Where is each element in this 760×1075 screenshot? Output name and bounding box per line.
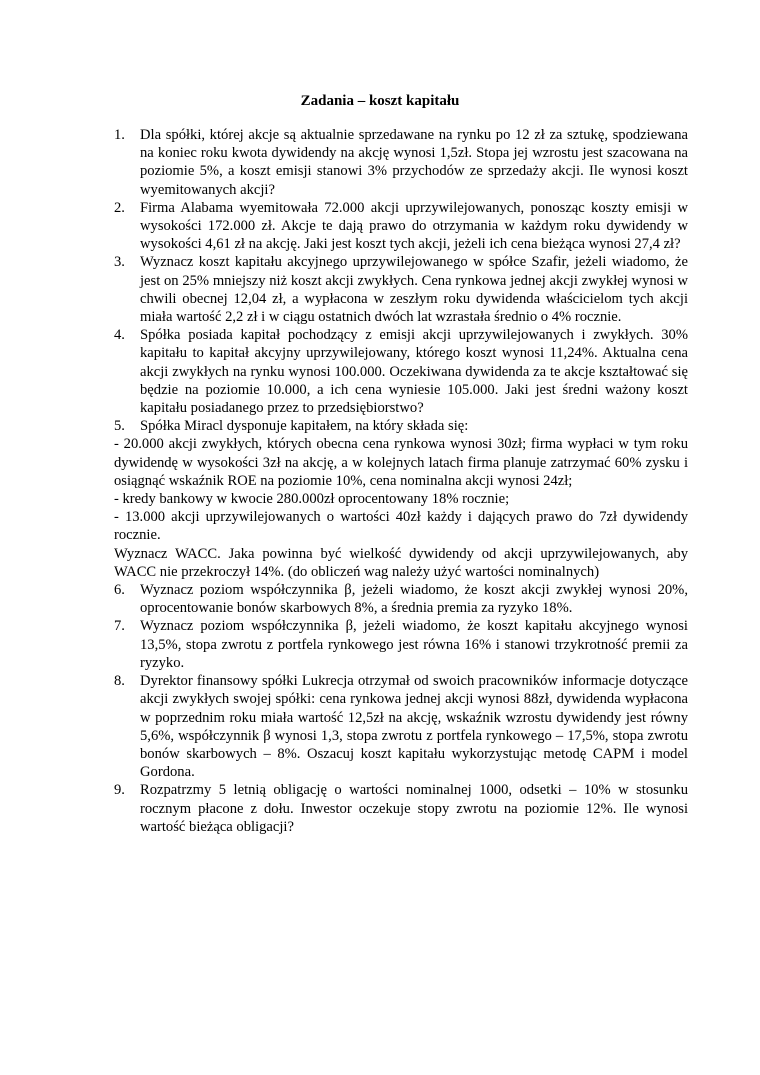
task-list bbox=[114, 126, 688, 836]
task5-question: Wyznacz WACC. Jaka powinna być wielkość dywidendy od akcji uprzywilejowanych, aby WACC nie przekroczył 14%. (do obliczeń wag należy użyć wartości nominalnych) bbox=[114, 545, 688, 580]
task-text: Dla spółki, której akcje są aktualnie sprzedawane na rynku po 12 zł za sztukę, spodziewana na koniec roku kwota dywidendy na akcję wynosi 1,5zł. Stopa jej wzrostu jest szacowana na poziomie 5%, a koszt emisji stanowi 3% przychodów ze sprzedaży akcji. Ile wynosi koszt wyemitowanych akcji? bbox=[140, 127, 688, 198]
task5-detail-loan: - kredy bankowy w kwocie 280.000zł oprocentowany 18% rocznie; bbox=[114, 491, 510, 508]
task-item-1 bbox=[114, 126, 688, 199]
task-number: 5. bbox=[114, 418, 125, 435]
task-text: Wyznacz koszt kapitału akcyjnego uprzywilejowanego w spółce Szafir, jeżeli wiadomo, że jest on 25% mniejszy niż koszt akcji zwykłych. Cena rynkowa jednej akcji zwykłej wynosi w chwili obecnej 12,04 zł, a wypłacona w zeszłym roku dywidenda właścicielom tych akcji miała wartość 2,2 zł i w ciągu ostatnich dwóch lat wzrastała średnio o 4% rocznie. bbox=[140, 254, 688, 326]
task-number: 2. bbox=[114, 199, 125, 216]
task-item-7 bbox=[114, 617, 688, 672]
task-text: Spółka posiada kapitał pochodzący z emisji akcji uprzywilejowanych i zwykłych. 30% kapitału to kapitał akcyjny uprzywilejowany, którego koszt wynosi 11,24%. Aktualna cena akcji zwykłych na rynku wynosi 100.000. Oczekiwana dywidenda za te akcje kształtować się będzie na poziomie 10.000, a ich cena wyniesie 105.000. Jaki jest średni ważony koszt kapitału posiadanego przez to przedsiębiorstwo? bbox=[140, 327, 688, 417]
task-text: Spółka Miracl dysponuje kapitałem, na który składa się: bbox=[140, 418, 469, 435]
task-number: 7. bbox=[114, 618, 125, 635]
task-number: 9. bbox=[114, 782, 125, 799]
task-item-2 bbox=[114, 199, 688, 254]
task-number: 6. bbox=[114, 582, 125, 599]
task-item-6 bbox=[114, 581, 688, 617]
task-text: Dyrektor finansowy spółki Lukrecja otrzymał od swoich pracowników informacje dotyczące akcji zwykłych swojej spółki: cena rynkowa jednej akcji wynosi 88zł, dywidenda wypłacona w poprzednim roku miała wartość 12,5zł na akcję, wskaźnik wzrostu dywidendy jest równy 5,6%, współczynnik β wynosi 1,3, stopa zwrotu z portfela rynkowego – 17,5%, stopa zwrotu bonów skarbowych – 8%. Oszacuj koszt kapitału wykorzystując metodę CAPM i model Gordona. bbox=[140, 673, 688, 781]
task-number: 1. bbox=[114, 127, 125, 143]
task-item-5 bbox=[114, 417, 688, 435]
task-item-3 bbox=[114, 253, 688, 326]
task-number: 8. bbox=[114, 673, 125, 690]
task5-detail-preferred: - 13.000 akcji uprzywilejowanych o wartości 40zł każdy i dających prawo do 7zł dywidendy rocznie. bbox=[114, 509, 688, 544]
task-item-4 bbox=[114, 326, 688, 417]
task-text: Wyznacz poziom współczynnika β, jeżeli wiadomo, że koszt kapitału akcyjnego wynosi 13,5%, stopa zwrotu z portfela rynkowego jest równa 16% i stanowi trzykrotność premii za ryzyko. bbox=[140, 618, 688, 671]
task-text: Rozpatrzmy 5 letnią obligację o wartości nominalnej 1000, odsetki – 10% w stosunku rocznym płacone z dołu. Inwestor oczekuje stopy zwrotu na poziomie 12%. Ile wynosi wartość bieżąca obligacji? bbox=[140, 782, 688, 835]
task-text: Firma Alabama wyemitowała 72.000 akcji uprzywilejowanych, ponosząc koszty emisji w wysokości 172.000 zł. Akcje te dają prawo do otrzymania w każdym roku dywidendy w wysokości 4,61 zł na akcję. Jaki jest koszt tych akcji, jeżeli ich cena bieżąca wynosi 27,4 zł? bbox=[140, 199, 688, 253]
task5-detail-shares: - 20.000 akcji zwykłych, których obecna cena rynkowa wynosi 30zł; firma wypłaci w tym roku dywidendę w wysokości 3zł na akcję, a w kolejnych latach firma planuje zatrzymać 60% zysku i osiągnąć wskaźnik ROE na poziomie 10%, cena nominalna akcji wynosi 24zł; bbox=[114, 436, 688, 489]
task-item-8 bbox=[114, 672, 688, 781]
task-number: 3. bbox=[114, 254, 125, 271]
task-text: Wyznacz poziom współczynnika β, jeżeli wiadomo, że koszt akcji zwykłej wynosi 20%, oprocentowanie bonów skarbowych 8%, a średnia premia za ryzyko 18%. bbox=[140, 582, 688, 617]
page-title: Zadania – koszt kapitału bbox=[300, 93, 460, 109]
task-number: 4. bbox=[114, 327, 125, 344]
task-item-9 bbox=[114, 781, 688, 836]
